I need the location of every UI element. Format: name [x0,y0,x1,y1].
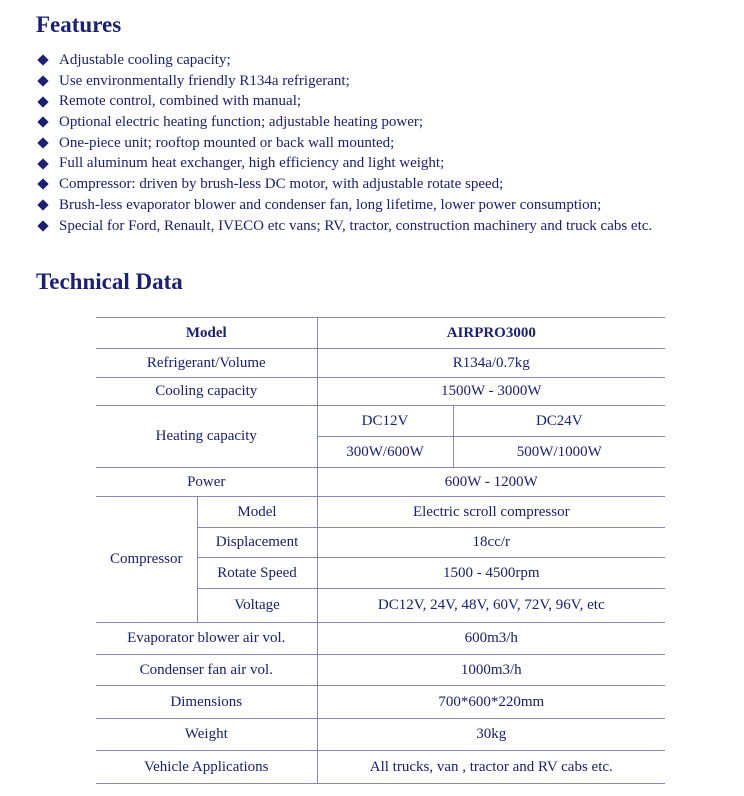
feature-item [36,50,652,71]
diamond-bullet-icon [37,137,48,148]
compressor-model-value: Electric scroll compressor [317,497,665,528]
diamond-bullet-icon [37,117,48,128]
diamond-bullet-icon [37,199,48,210]
table-row [96,349,665,378]
refrigerant-label: Refrigerant/Volume [96,349,317,378]
feature-text: Adjustable cooling capacity; [59,52,231,68]
feature-item [36,91,652,112]
heating-capacity-label: Heating capacity [96,406,317,468]
table-row [96,468,665,497]
evaporator-label: Evaporator blower air vol. [96,623,317,655]
condenser-value: 1000m3/h [317,655,665,686]
table-row [96,318,665,349]
heating-dc12-value: 300W/600W [317,437,453,468]
diamond-bullet-icon [37,220,48,231]
feature-item [36,112,652,133]
evaporator-value: 600m3/h [317,623,665,655]
compressor-label: Compressor [96,497,197,623]
diamond-bullet-icon [37,179,48,190]
feature-text: One-piece unit; rooftop mounted or back wall mounted; [59,134,395,151]
heating-dc12-label: DC12V [317,406,453,437]
technical-data-heading: Technical Data [36,269,183,294]
table-row [96,719,665,751]
feature-text: Remote control, combined with manual; [59,93,302,110]
dimensions-label: Dimensions [96,686,317,719]
feature-text: Optional electric heating function; adjustable heating power; [59,114,424,131]
weight-label: Weight [96,719,317,751]
table-row [96,751,665,784]
compressor-displacement-label: Displacement [197,528,317,558]
compressor-displacement-value: 18cc/r [317,528,665,558]
table-row [96,655,665,686]
table-row [96,623,665,655]
feature-text: Use environmentally friendly R134a refrigerant; [59,72,350,89]
refrigerant-value: R134a/0.7kg [317,349,665,378]
technical-data-table [96,317,665,784]
table-row [96,378,665,406]
feature-item [36,216,652,237]
feature-item [36,153,652,174]
compressor-voltage-label: Voltage [197,589,317,623]
diamond-bullet-icon [37,55,48,66]
table-row [96,686,665,719]
feature-item [36,71,652,92]
features-list [36,50,652,236]
feature-text: Full aluminum heat exchanger, high efficiency and light weight; [59,155,445,172]
cooling-capacity-value: 1500W - 3000W [317,378,665,406]
model-header-value: AIRPRO3000 [317,318,665,349]
weight-value: 30kg [317,719,665,751]
feature-text: Brush-less evaporator blower and condenser fan, long lifetime, lower power consumption; [59,196,602,213]
feature-item [36,174,652,195]
heating-dc24-value: 500W/1000W [453,437,665,468]
feature-item [36,133,652,154]
diamond-bullet-icon [37,75,48,86]
heating-dc24-label: DC24V [453,406,665,437]
vehicle-applications-label: Vehicle Applications [96,751,317,784]
compressor-voltage-value: DC12V, 24V, 48V, 60V, 72V, 96V, etc [317,589,665,623]
feature-item [36,195,652,216]
compressor-model-label: Model [197,497,317,528]
compressor-speed-value: 1500 - 4500rpm [317,558,665,589]
compressor-speed-label: Rotate Speed [197,558,317,589]
vehicle-applications-value: All trucks, van , tractor and RV cabs etc. [317,751,665,784]
power-value: 600W - 1200W [317,468,665,497]
features-heading: Features [36,12,122,37]
model-header-label: Model [96,318,317,349]
dimensions-value: 700*600*220mm [317,686,665,719]
cooling-capacity-label: Cooling capacity [96,378,317,406]
condenser-label: Condenser fan air vol. [96,655,317,686]
feature-text: Compressor: driven by brush-less DC motor, with adjustable rotate speed; [59,176,504,193]
table-row [96,406,665,437]
diamond-bullet-icon [37,96,48,107]
table-row [96,497,665,528]
feature-text: Special for Ford, Renault, IVECO etc vans; RV, tractor, construction machinery and truck cabs etc. [59,217,653,234]
power-label: Power [96,468,317,497]
diamond-bullet-icon [37,158,48,169]
